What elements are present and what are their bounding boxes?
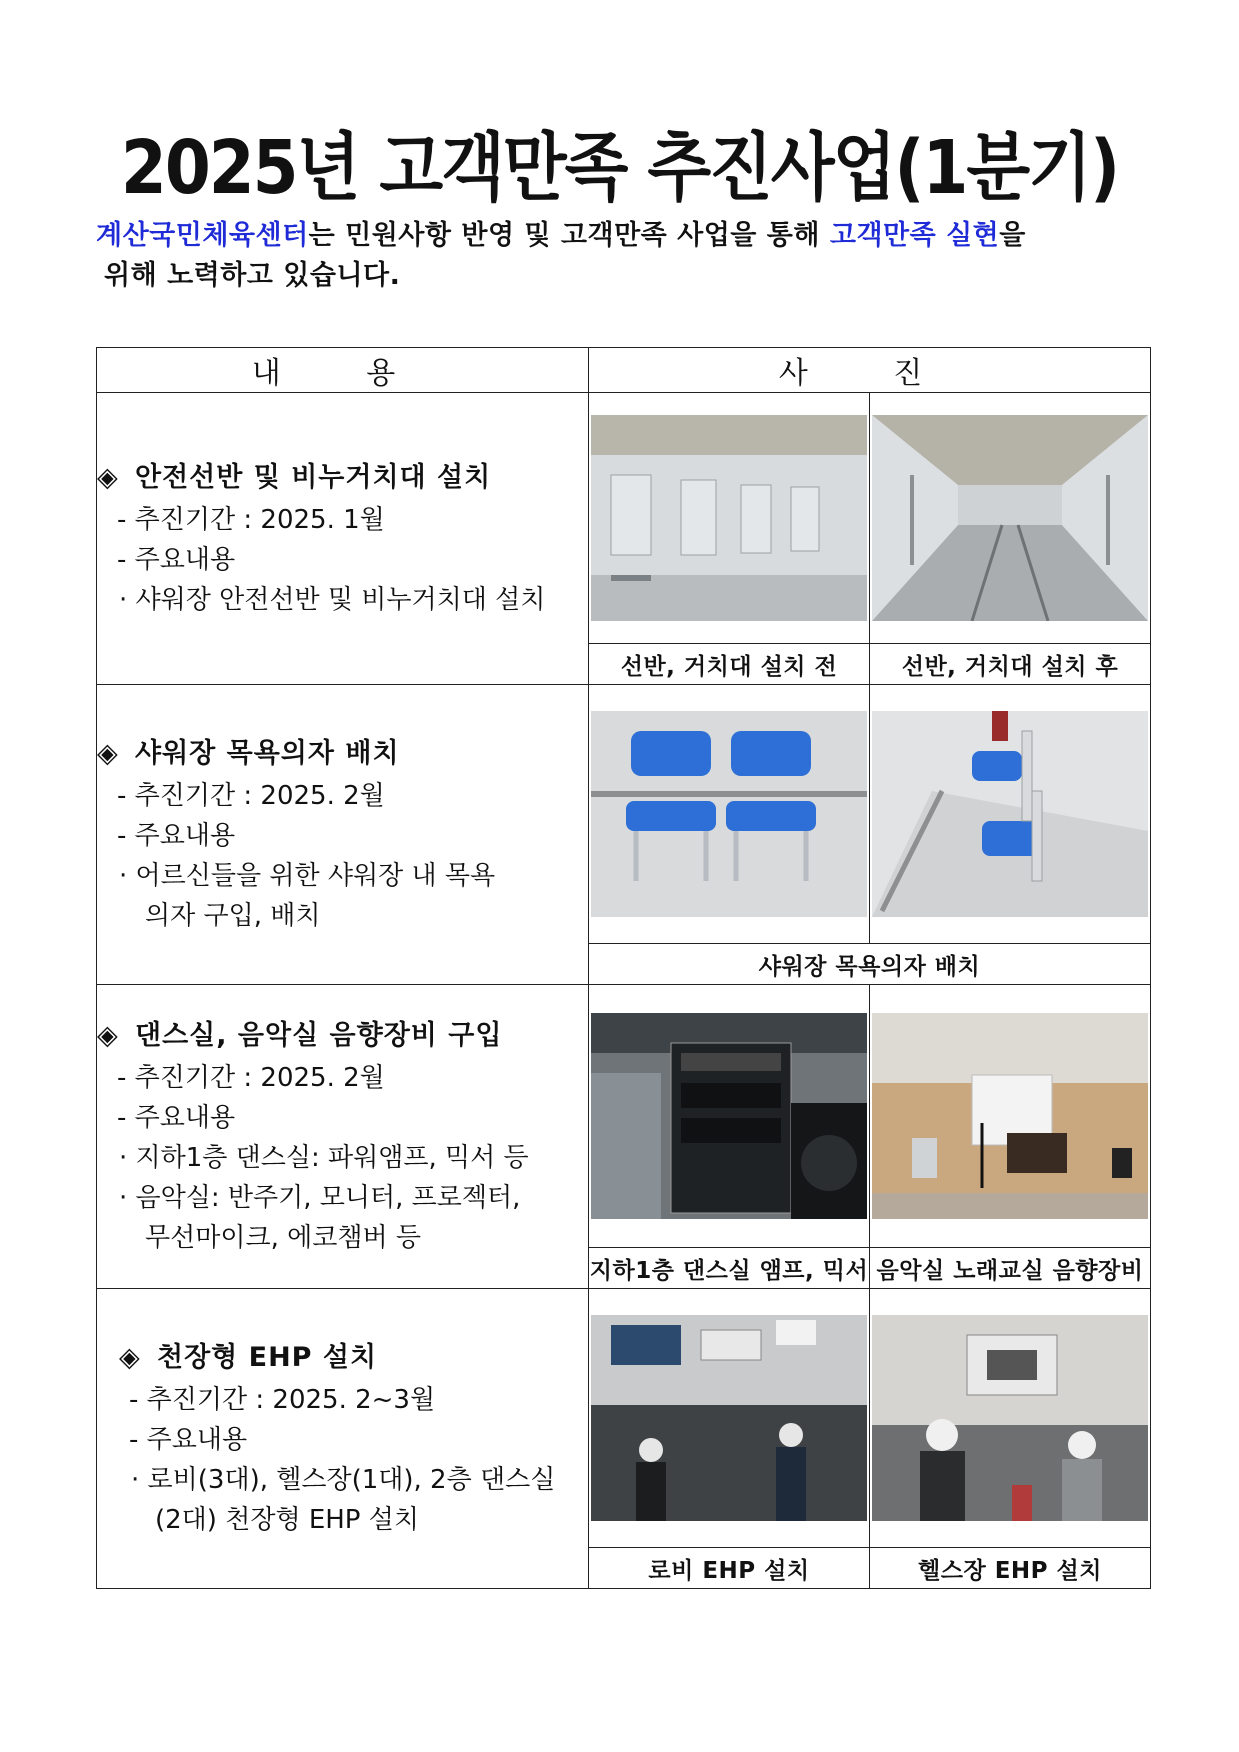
section-title: 샤워장 목욕의자 배치 [135,737,400,769]
intro-org: 계산국민체육센터 [96,220,309,251]
section-detail: · 지하1층 댄스실: 파워앰프, 믹서 등 [119,1142,529,1173]
header-content: 내 용 [97,348,589,393]
caption-music-room: 음악실 노래교실 음향장비 [870,1248,1151,1289]
section-detail: · 음악실: 반주기, 모니터, 프로젝터, [119,1182,521,1213]
section-title: 안전선반 및 비누거치대 설치 [135,461,492,493]
shower-corridor-image [872,415,1148,621]
photo-shower-after [872,415,1148,621]
diamond-icon: ◈ [119,1341,141,1373]
photo-lobby-ehp [591,1315,867,1521]
page-title: 2025년 고객만족 추진사업(1분기) [120,124,1119,212]
intro-mid: 는 민원사항 반영 및 고객만족 사업을 통해 [308,220,830,251]
photo-amp-mixer [591,1013,867,1219]
section-main-label: - 주요내용 [117,1102,236,1133]
section-2-content [97,685,589,985]
section-detail: (2대) 천장형 EHP 설치 [155,1504,419,1535]
section-title: 댄스실, 음악실 음향장비 구입 [135,1019,503,1051]
section-main-label: - 주요내용 [117,820,236,851]
section-main-label: - 주요내용 [117,544,236,575]
section-3-content [97,985,589,1289]
photo-shower-before [591,415,867,621]
photo-bath-chairs-1 [591,711,867,917]
section-detail: · 샤워장 안전선반 및 비누거치대 설치 [119,584,546,615]
content-table [96,347,1151,1589]
photo-music-room [872,1013,1148,1219]
bath-chairs-stack-image [872,711,1148,917]
section-4-content [97,1289,589,1589]
section-title: 천장형 EHP 설치 [157,1341,378,1373]
intro-goal: 고객만족 실현 [829,220,1000,251]
section-period: - 추진기간 : 2025. 2월 [117,780,385,811]
diamond-icon: ◈ [97,1019,119,1051]
header-photo: 사 진 [589,348,1151,393]
caption-after: 선반, 거치대 설치 후 [870,644,1151,685]
section-period: - 추진기간 : 2025. 1월 [117,504,385,535]
section-detail: · 어르신들을 위한 샤워장 내 목욕 [119,860,496,891]
section-detail: · 로비(3대), 헬스장(1대), 2층 댄스실 [131,1464,556,1495]
section-detail: 의자 구입, 배치 [145,900,321,931]
amp-mixer-image [591,1013,867,1219]
intro-end: 을 [999,220,1026,251]
section-main-label: - 주요내용 [129,1424,248,1455]
intro-paragraph [96,216,1156,296]
caption-gym-ehp: 헬스장 EHP 설치 [870,1548,1151,1589]
caption-before: 선반, 거치대 설치 전 [589,644,870,685]
intro-line2: 위해 노력하고 있습니다. [104,260,401,291]
gym-ehp-image [872,1315,1148,1521]
diamond-icon: ◈ [97,737,119,769]
lobby-ehp-image [591,1315,867,1521]
bath-chairs-image [591,711,867,917]
section-1-content [97,393,589,685]
shower-room-image [591,415,867,621]
caption-amp-mixer: 지하1층 댄스실 앰프, 믹서 [589,1248,870,1289]
diamond-icon: ◈ [97,461,119,493]
photo-gym-ehp [872,1315,1148,1521]
music-room-image [872,1013,1148,1219]
section-period: - 추진기간 : 2025. 2월 [117,1062,385,1093]
section-period: - 추진기간 : 2025. 2~3월 [129,1384,436,1415]
caption-lobby-ehp: 로비 EHP 설치 [589,1548,870,1589]
section-detail: 무선마이크, 에코챔버 등 [145,1222,421,1253]
caption-chairs: 샤워장 목욕의자 배치 [589,944,1151,985]
photo-bath-chairs-2 [872,711,1148,917]
